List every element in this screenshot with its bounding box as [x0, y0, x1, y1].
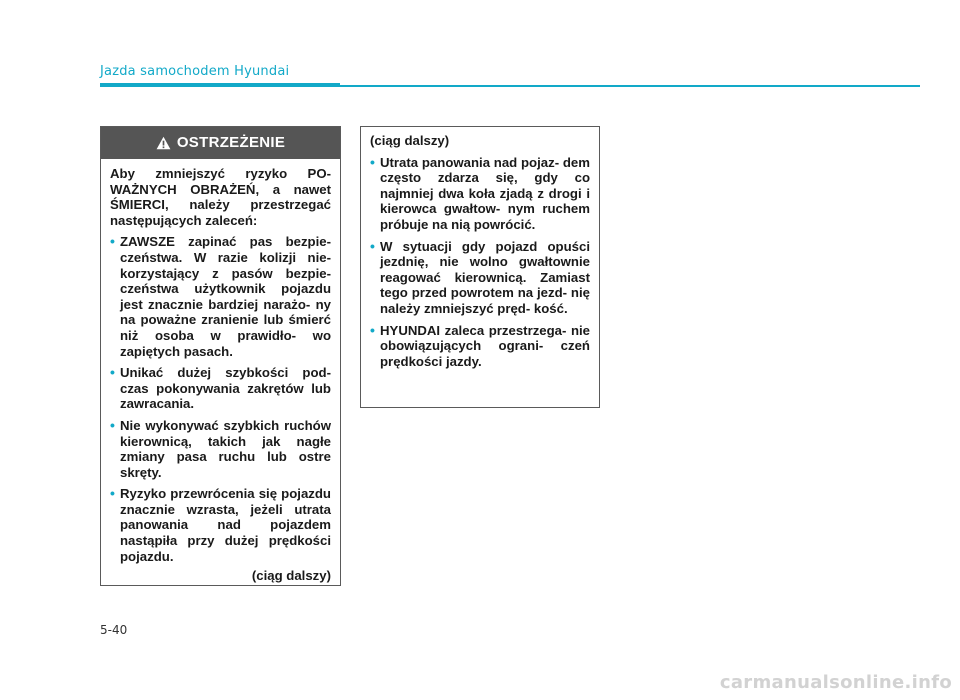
- header-rule-thin: [340, 85, 920, 87]
- warning-triangle-icon: [156, 136, 171, 150]
- section-title: Jazda samochodem Hyundai: [100, 64, 290, 79]
- bullet-icon: •: [110, 416, 115, 433]
- header-rule-thick: [100, 83, 340, 87]
- bullet-icon: •: [370, 153, 375, 170]
- page-number: 5-40: [100, 623, 128, 637]
- warning-box: [100, 126, 341, 586]
- continuation-label: (ciąg dalszy): [370, 133, 450, 148]
- continuation-box: [360, 126, 600, 408]
- warning-list: [110, 234, 331, 564]
- warning-title: OSTRZEŻENIE: [176, 134, 286, 152]
- warning-item: • ZAWSZE zapinać pas bezpie- czeństwa. W razie kolizji nie- korzystający z pasów bezpie- czeństwa użytkownik pojazdu jest znacznie bardziej narażo- ny na poważne zranienie lub śmierć niż osoba w prawidło- wo zapiętych pasach.: [110, 233, 331, 359]
- bullet-icon: •: [110, 485, 115, 502]
- warning-item: • Nie wykonywać szybkich ruchów kierownicą, takich jak nagłe zmiany pasa ruchu lub ostre skręty.: [110, 416, 331, 480]
- warning-header: [101, 127, 340, 159]
- warning-item: • Unikać dużej szybkości pod- czas pokonywania zakrętów lub zawracania.: [110, 364, 331, 412]
- bullet-icon: •: [110, 364, 115, 381]
- bullet-icon: •: [370, 237, 375, 254]
- watermark: carmanualsonline.info: [719, 672, 952, 693]
- continuation-item: • W sytuacji gdy pojazd opuści jezdnię, nie wolno gwałtownie reagować kierownicą. Zamiast tego przed powrotem na jezd- nię należy zmniejszyć pręd- kość.: [370, 237, 590, 316]
- continued-label: (ciąg dalszy): [251, 568, 331, 584]
- continuation-list: [370, 155, 590, 370]
- continuation-item: • Utrata panowania nad pojaz- dem często zdarza się, gdy co najmniej dwa koła zjadą z drogi i kierowca gwałtow- nym ruchem próbuje na nią powrócić.: [370, 153, 590, 232]
- warning-intro: Aby zmniejszyć ryzyko PO- WAŻNYCH OBRAŻEŃ, a nawet ŚMIERCI, należy przestrzegać następujących zaleceń:: [110, 166, 331, 228]
- continuation-item: • HYUNDAI zaleca przestrzega- nie obowiązujących ograni- czeń prędkości jazdy.: [370, 321, 590, 369]
- warning-item: • Ryzyko przewrócenia się pojazdu znacznie wzrasta, jeżeli utrata panowania nad pojazdem nastąpiła przy dużej prędkości pojazdu.: [110, 485, 331, 564]
- bullet-icon: •: [110, 233, 115, 250]
- bullet-icon: •: [370, 321, 375, 338]
